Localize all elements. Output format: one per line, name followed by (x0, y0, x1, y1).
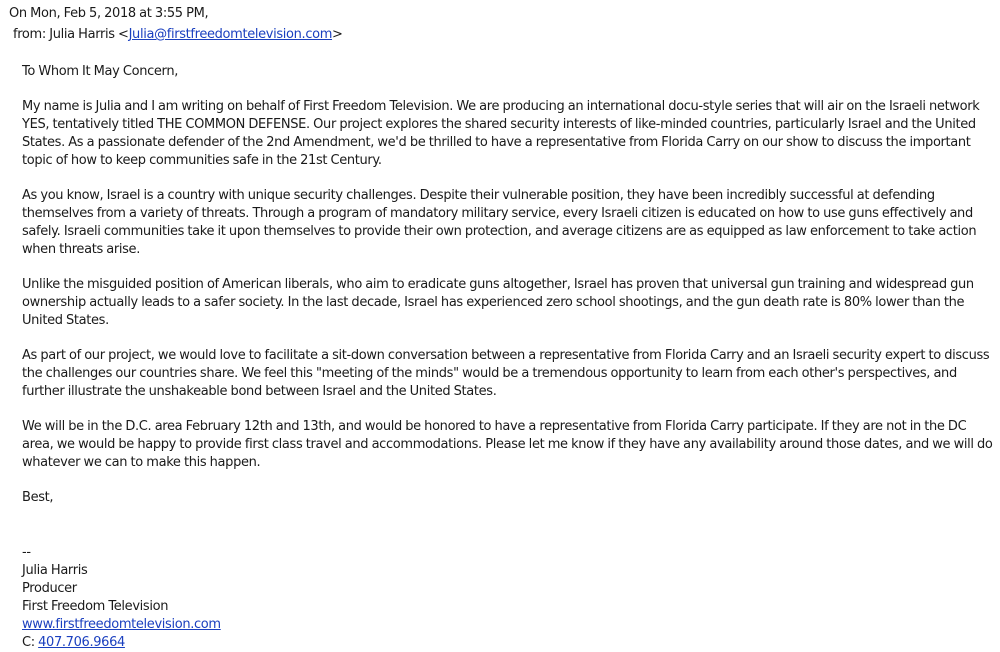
website-link[interactable]: www.firstfreedomtelevision.com (22, 617, 221, 632)
phone-prefix: C: (22, 635, 39, 650)
from-prefix: from: Julia Harris < (13, 27, 129, 42)
phone-link[interactable]: 407.706.9664 (38, 635, 125, 650)
signature-website-line (22, 616, 994, 634)
paragraph-intro: My name is Julia and I am writing on behalf of First Freedom Television. We are producing an international docu-style series that will air on the Israeli network YES, tentatively titled THE COMMON DEFENSE. Our project explores the shared security interests of like-minded countries, particularly Israel and the United States. As a passionate defender of the 2nd Amendment, we'd be thrilled to have a representative from Florida Carry on our show to discuss the important topic of how to keep communities safe in the 21st Century. (22, 99, 980, 168)
from-suffix: > (332, 27, 343, 42)
signature-name: Julia Harris (22, 563, 88, 578)
signature-phone-line (22, 634, 994, 652)
email-signature (22, 544, 994, 652)
paragraph-dates: We will be in the D.C. area February 12th and 13th, and would be honored to have a representative from Florida Carry participate. If they are not in the DC area, we would be happy to provide first class travel and accommodations. Please let me know if they have any availability around those dates, and we will do whatever we can to make this happen. (22, 419, 993, 470)
signature-company: First Freedom Television (22, 599, 169, 614)
email-from-line (13, 26, 343, 43)
signature-title: Producer (22, 581, 77, 596)
signature-separator: -- (22, 545, 31, 560)
paragraph-conversation: As part of our project, we would love to facilitate a sit-down conversation between a representative from Florida Carry and an Israeli security expert to discuss the challenges our countries share. We feel this "meeting of the minds" would be a tremendous opportunity to learn from each other's perspectives, and further illustrate the unshakeable bond between Israel and the United States. (22, 348, 990, 399)
email-date-line: On Mon, Feb 5, 2018 at 3:55 PM, (9, 6, 209, 21)
paragraph-gun-policy: Unlike the misguided position of American liberals, who aim to eradicate guns altogether, Israel has proven that universal gun training and widespread gun ownership actually leads to a safer society. In the last decade, Israel has experienced zero school shootings, and the gun death rate is 80% lower than the United States. (22, 277, 974, 328)
email-body (22, 63, 994, 652)
closing: Best, (22, 490, 54, 505)
sender-email-link[interactable]: Julia@firstfreedomtelevision.com (128, 27, 333, 42)
greeting: To Whom It May Concern, (22, 64, 178, 79)
paragraph-israel-security: As you know, Israel is a country with unique security challenges. Despite their vulnerable position, they have been incredibly successful at defending themselves from a variety of threats. Through a program of mandatory military service, every Israeli citizen is educated on how to use guns effectively and safely. Israeli communities take it upon themselves to provide their own protection, and average citizens are as equipped as law enforcement to take action when threats arise. (22, 188, 977, 257)
